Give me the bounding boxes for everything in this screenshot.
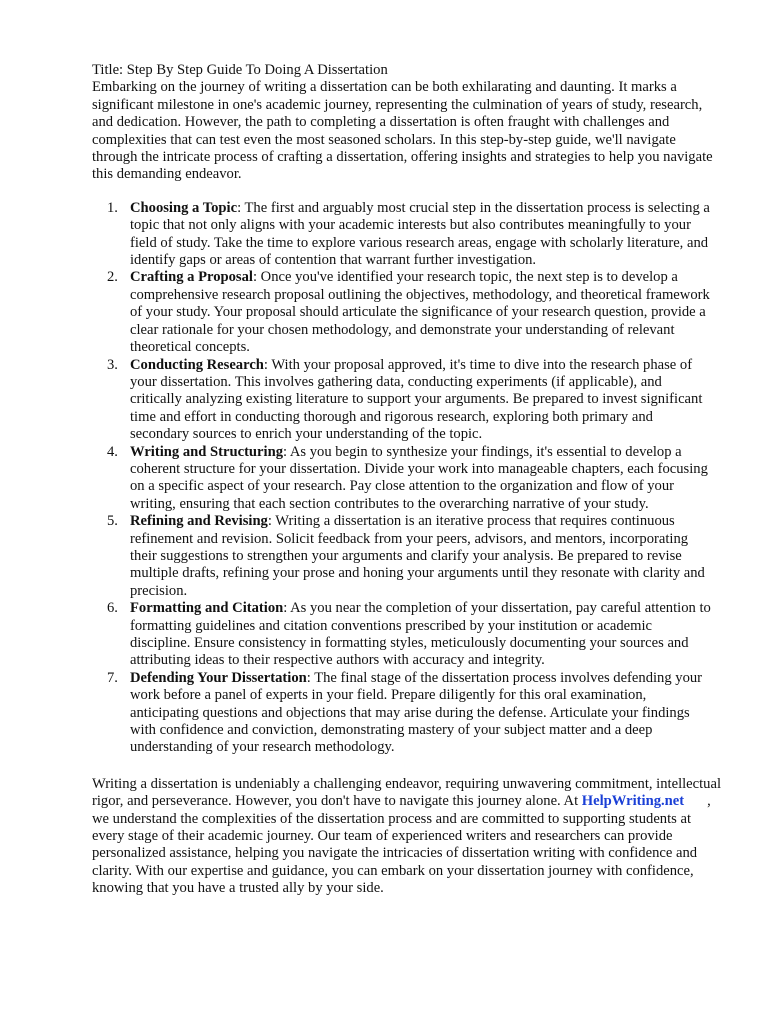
step-heading: Conducting Research — [130, 356, 264, 373]
list-item — [107, 199, 724, 270]
closing-text-end: , we understand the complexities of the dissertation process and are committed to supporting students at every stage of their academic journey. Our team of experienced writers and researchers can provide personalized assistance, helping you navigate the intricacies of dissertation writing with confidence and clarity. With our expertise and guidance, you can embark on your dissertation journey with confidence, knowing that you have a trusted ally by your side. — [92, 793, 711, 897]
step-text: : Once you've identified your research topic, the next step is to develop a comprehensive research proposal outlining the objectives, methodology, and theoretical framework of your study. Your proposal should articulate the significance of your research question, provide a clear rationale for your chosen methodology, and demonstrate your understanding of relevant theoretical concepts. — [130, 269, 710, 356]
step-number: 5. — [107, 513, 118, 530]
document-page — [92, 62, 724, 898]
step-number: 1. — [107, 199, 118, 216]
step-text: : With your proposal approved, it's time to dive into the research phase of your dissertation. This involves gathering data, conducting experiments (if applicable), and critically analyzing existing literature to support your arguments. Be prepared to invest significant time and effort in conducting thorough and rigorous research, exploring both primary and secondary sources to enrich your understanding of the topic. — [130, 356, 703, 443]
intro-paragraph: Embarking on the journey of writing a dissertation can be both exhilarating and daunting. It marks a significant milestone in one's academic journey, representing the culmination of years of study, research, and dedication. However, the path to completing a dissertation is often fraught with challenges and complexities that can test even the most seasoned scholars. In this step-by-step guide, we'll navigate through the intricate process of crafting a dissertation, offering insights and strategies to help you navigate this demanding endeavor. — [92, 79, 713, 183]
step-number: 4. — [107, 443, 118, 460]
document-title: Title: Step By Step Guide To Doing A Dissertation — [92, 62, 388, 78]
step-number: 7. — [107, 669, 118, 686]
closing-text-start: Writing a dissertation is undeniably a challenging endeavor, requiring unwavering commitment, intellectual rigor, and perseverance. However, you don't have to navigate this journey alone. At — [92, 775, 722, 810]
step-heading: Writing and Structuring — [130, 443, 283, 460]
step-heading: Choosing a Topic — [130, 199, 238, 216]
list-item — [107, 269, 724, 356]
list-item — [107, 600, 724, 670]
step-text: : As you near the completion of your dissertation, pay careful attention to formatting guidelines and citation conventions prescribed by your institution or academic discipline. Ensure consistency in formatting styles, meticulously documenting your sources and attributing ideas to their respective authors with accuracy and integrity. — [130, 600, 711, 669]
helpwriting-link[interactable]: HelpWriting.net — [581, 793, 685, 810]
step-heading: Refining and Revising — [130, 513, 268, 530]
list-item — [107, 356, 724, 444]
list-item — [107, 513, 724, 600]
step-number: 3. — [107, 356, 118, 373]
step-text: : Writing a dissertation is an iterative process that requires continuous refinement and revision. Solicit feedback from your peers, advisors, and mentors, incorporating their suggestions to strengthen your arguments and clarify your analysis. Be prepared to revise multiple drafts, refining your prose and honing your arguments until they resonate with clarity and precision. — [130, 513, 705, 599]
step-heading: Crafting a Proposal — [130, 269, 253, 286]
step-heading: Formatting and Citation — [130, 600, 284, 617]
step-text: : The final stage of the dissertation process involves defending your work before a panel of experts in your field. Prepare diligently for this oral examination, anticipating questions and objections that may arise during the defense. Articulate your findings with confidence and conviction, demonstrating mastery of your subject matter and a deep understanding of your research methodology. — [130, 669, 703, 756]
list-item — [107, 443, 724, 514]
step-number: 6. — [107, 600, 118, 617]
step-number: 2. — [107, 269, 118, 286]
step-text: : As you begin to synthesize your findings, it's essential to develop a coherent structure for your dissertation. Divide your work into manageable chapters, each focusing on a specific aspect of your research. Pay close attention to the organization and flow of your writing, ensuring that each section contributes to the overarching narrative of your study. — [130, 443, 708, 512]
steps-list — [92, 200, 724, 757]
step-text: : The first and arguably most crucial step in the dissertation process is selecting a topic that not only aligns with your academic interests but also contributes meaningfully to your field of study. Take the time to explore various research areas, engage with scholarly literature, and identify gaps or areas of contention that warrant further investigation. — [130, 199, 710, 269]
list-item — [107, 669, 724, 757]
closing-paragraph — [92, 776, 724, 898]
step-heading: Defending Your Dissertation — [130, 669, 307, 686]
